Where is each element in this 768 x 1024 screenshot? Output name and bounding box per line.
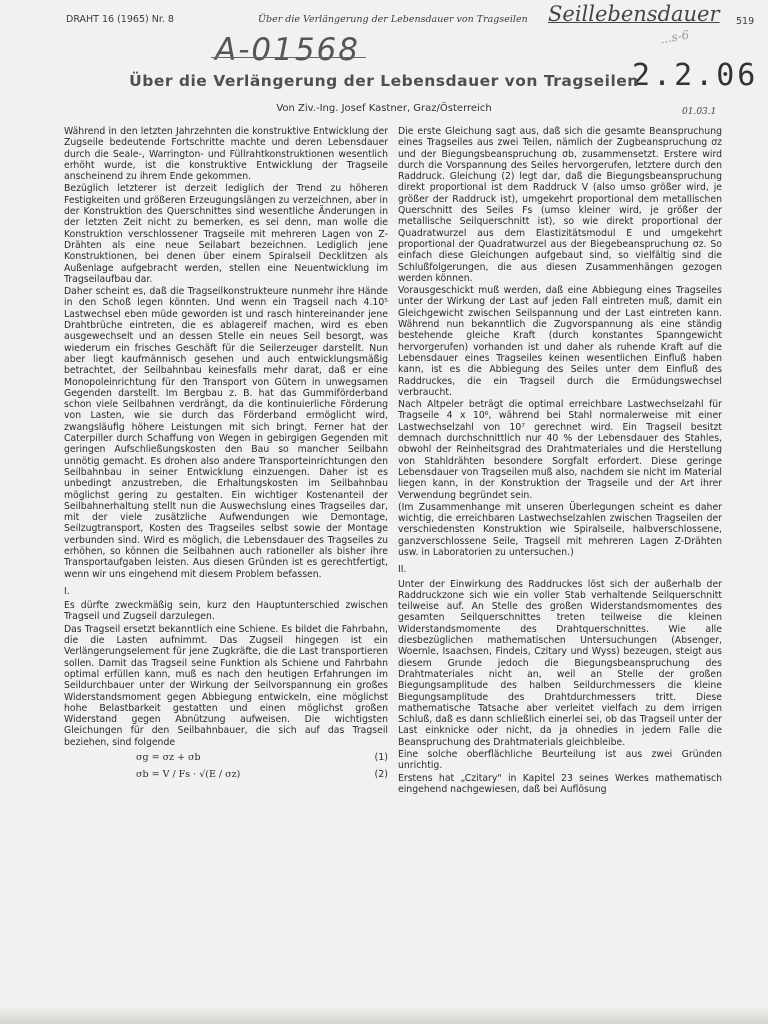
paragraph: Bezüglich letzterer ist derzeit lediglich der Trend zu höheren Festigkeiten und größeren Erzeugungslängen zu verzeichnen, aber in der Konstruktion des Querschnittes sind wesentliche Änderungen in der letzten Zeit nicht zu bemerken, es sei denn, man wolle die Konstruktion verschlossener Tragseile mit mehreren Lagen von Z-Drähten als eine neue Seilabart bezeichnen. Lediglich jene Konstruktionen, bei denen über einem Spiralseil Decklitzen als Außenlage aufgebracht werden, stellen eine Neuentwicklung im Tragseilaufbau dar. bbox=[64, 183, 388, 285]
running-title: Über die Verlängerung der Lebensdauer von Tragseilen bbox=[258, 14, 528, 25]
equation-1 bbox=[64, 749, 388, 766]
archive-stamp bbox=[215, 32, 360, 68]
paragraph: Während in den letzten Jahrzehnten die konstruktive Entwicklung der Zugseile bedeutende Fortschritte machte und deren Lebensdauer durch die Seale-, Warrington- und Füllrahtkonstruktionen wesentlich erhöht wurde, ist die konstruktive Entwicklung der Tragseile anscheinend zu ihrem Ende gekommen. bbox=[64, 126, 388, 183]
equation-number: (2) bbox=[374, 769, 388, 781]
paragraph: Daher scheint es, daß die Tragseilkonstrukteure nunmehr ihre Hände in den Schoß legen könnten. Und wenn ein Tragseil nach 4.10⁵ Lastwechsel eben müde geworden ist und rasch hintereinander jene Drahtbrüche eintreten, die es ablagereif machen, wird es eben ausgewechselt und an dessen Stelle ein neues Seil besorgt, was wiederum ein frisches Geschäft für die Seilerzeuger darstellt. Nun aber liegt kaufmännisch gesehen und auch entwicklungsmäßig betrachtet, der Seilbahnbau keinesfalls mehr darat, daß er eine Monopoleinrichtung für den Transport von Gütern in unwegsamen Gegenden darstellt. Im Bergbau z. B. hat das Gummiförderband schon viele Seilbahnen verdrängt, da die kontinuierliche Förderung von Lasten, wie sie durch das Förderband ermöglicht wird, zwangsläufig höhere Leistungen mit sich bringt. Ferner hat der Caterpiller durch Schaffung von Wegen in gebirgigen Gegenden mit geringen Aufschließungskosten den Bau so mancher Seilbahn unnötig gemacht. Es drohen also andere Transporteinrichtungen den Seilbahnbau in seiner Entwicklung einzuengen. Daher ist es unbedingt anzustreben, die Erhaltungskosten im Seilbahnbau möglichst gering zu gestalten. Ein wichtiger Kostenanteil der Seilbahnerhaltung stellt nun die Auswechslung eines Tragseiles dar, mit der viele zusätzliche Aufwendungen wie Demontage, Seilzugtransport, Kosten des Tragseiles selbst sowie der Montage verbunden sind. Wird es möglich, die Lebensdauer des Tragseiles zu erhöhen, so können die Seilbahnen auch rationeller als bisher ihre Transportaufgaben leisten. Aus diesen Gründen ist es gerechtfertigt, wenn wir uns eingehend mit diesem Problem befassen. bbox=[64, 286, 388, 580]
left-column bbox=[64, 126, 388, 784]
page-number: 519 bbox=[736, 16, 755, 27]
paragraph: Nach Altpeler beträgt die optimal erreichbare Lastwechselzahl für Tragseile 4 x 10⁶, während bei Stahl normalerweise mit einer Lastwechselzahl von 10⁷ gerechnet wird. Ein Tragseil besitzt demnach durchschnittlich nur 40 % der Lebensdauer des Stahles, obwohl der Reinheitsgrad des Drahtmateriales und die Herstellung von Stahldrähten besondere Sorgfalt erfordert. Diese geringe Lebensdauer von Tragseilen muß also, nachdem sie nicht im Material liegen kann, in der Konstruktion der Tragseile und der Art ihrer Verwendung begründet sein. bbox=[398, 399, 722, 501]
paragraph: Eine solche oberflächliche Beurteilung ist aus zwei Gründen unrichtig. bbox=[398, 749, 722, 772]
right-column bbox=[398, 126, 722, 796]
paragraph: (Im Zusammenhange mit unseren Überlegungen scheint es daher wichtig, die erreichbaren Lastwechselzahlen zwischen Tragseilen der verschiedensten Konstruktion wie Spiralseile, halbverschlossene, ganzverschlossene Seile, Tragseil mit mehreren Lagen Z-Drähten usw. in Laboratorien zu untersuchen.) bbox=[398, 501, 722, 558]
section-heading: I. bbox=[64, 585, 70, 597]
paragraph: Unter der Einwirkung des Raddruckes löst sich der außerhalb der Raddruckzone sich wie ein voller Stab verhaltende Seilquerschnitt teilweise auf. An Stelle des großen Widerstandsmomentes des gesamten Seilquerschnittes treten teilweise die kleinen Widerstandsmomente des Drahtquerschnittes. Wie alle diesbezüglichen mathematischen Untersuchungen (Absenger, Woernle, Isaachsen, Findeis, Czitary und Wyss) bezeugen, steigt aus diesem Grunde jedoch die Biegungsbeanspruchung des Drahtmateriales nicht an, weil an Stelle der großen Biegungsamplitude des halben Seildurchmessers die kleine Biegungsamplitude des Drahtdurchmessers tritt. Diese mathematische Tatsache aber verleitet vielfach zu dem irrigen Schluß, daß es dann schließlich einerlei sei, ob das Tragseil unter der Last einknicke oder nicht, da ja ohnedies in jedem Falle die Beanspruchung des Drahtmaterials gleichbleibe. bbox=[398, 578, 722, 748]
paragraph: Die erste Gleichung sagt aus, daß sich die gesamte Beanspruchung eines Tragseiles aus zwei Teilen, nämlich der Zugbeanspruchung σz und der Biegungsbeanspruchung σb, zusammensetzt. Erstere wird durch die Vorspannung des Seiles hervorgerufen, letztere durch den Raddruck. Gleichung (2) legt dar, daß die Biegungsbeanspruchung direkt proportional ist dem Raddruck V (also umso größer wird, je größer der Raddruck ist), umgekehrt proportional dem metallischen Querschnitt des Seiles Fs (umso kleiner wird, je größer der metallische Seilquerschnitt ist), so wie direkt proportional der Quadratwurzel aus dem Elastizitätsmodul E und umgekehrt proportional der Quadratwurzel aus der Biegebeanspruchung σz. So einfach diese Gleichungen aufgebaut sind, so vielfältig sind die Schlußfolgerungen, die aus diesen Zusammenhängen gezogen werden können. bbox=[398, 126, 722, 284]
classification-code: 01.03.1 bbox=[682, 107, 717, 117]
paragraph: Vorausgeschickt muß werden, daß eine Abbiegung eines Tragseiles unter der Wirkung der Last auf jeden Fall eintreten muß, damit ein Gleichgewicht zwischen Seilspannung und der Last eintreten kann. Während nun bekanntlich die Zugvorspannung als eine ständig bestehende gleiche Kraft (durch konstantes Spanngewicht hervorgerufen) vorhanden ist und daher als ruhende Kraft auf die Lebensdauer eines Tragseiles keinen wesentlichen Einfluß haben kann, ist es die Abbiegung des Seiles unter dem Einfluß des Raddruckes, die ein Tragseil durch die Ermüdungswechsel verbraucht. bbox=[398, 285, 722, 398]
file-number: 2.2.06 bbox=[632, 58, 759, 93]
equation-number: (1) bbox=[374, 752, 388, 764]
scan-shadow bbox=[0, 1006, 768, 1024]
paragraph: Es dürfte zweckmäßig sein, kurz den Hauptunterschied zwischen Tragseil und Zugseil darzulegen. bbox=[64, 600, 388, 623]
paragraph: Erstens hat „Czitary" in Kapitel 23 seines Werkes mathematisch eingehend nachgewiesen, daß bei Auflösung bbox=[398, 772, 722, 795]
margin-scribble: ...s-6 bbox=[659, 27, 691, 47]
handwritten-note: Seillebensdauer bbox=[548, 2, 720, 26]
author-line: Von Ziv.-Ing. Josef Kastner, Graz/Österreich bbox=[276, 103, 492, 114]
stamp-strike-line bbox=[211, 57, 366, 58]
article-title: Über die Verlängerung der Lebensdauer von Tragseilen bbox=[129, 72, 639, 90]
paragraph: Das Tragseil ersetzt bekanntlich eine Schiene. Es bildet die Fahrbahn, die die Lasten aufnimmt. Das Zugseil hingegen ist ein Verlängerungselement für jene Zugkräfte, die die Last transportieren sollen. Damit das Tragseil seine Funktion als Schiene und Fahrbahn optimal erfüllen kann, muß es nach den heutigen Erfahrungen im Seildurchbauer unter der Wirkung der Seilvorspannung ein großes Widerstandsmoment gegen Abbiegung entwickeln, eine möglichst hohe Belastbarkeit gestatten und einen möglichst großen Widerstand gegen Abnützung aufweisen. Die wichtigsten Gleichungen für den Seilbahnbauer, die sich auf das Tragseil beziehen, sind folgende bbox=[64, 623, 388, 748]
section-heading: II. bbox=[398, 564, 407, 576]
equation-expression: σg = σz + σb bbox=[136, 752, 201, 764]
equation-2 bbox=[64, 766, 388, 783]
journal-citation: DRAHT 16 (1965) Nr. 8 bbox=[66, 14, 174, 25]
equation-expression: σb = V / Fs · √(E / σz) bbox=[136, 769, 241, 781]
archive-id: A-01568 bbox=[215, 32, 361, 68]
